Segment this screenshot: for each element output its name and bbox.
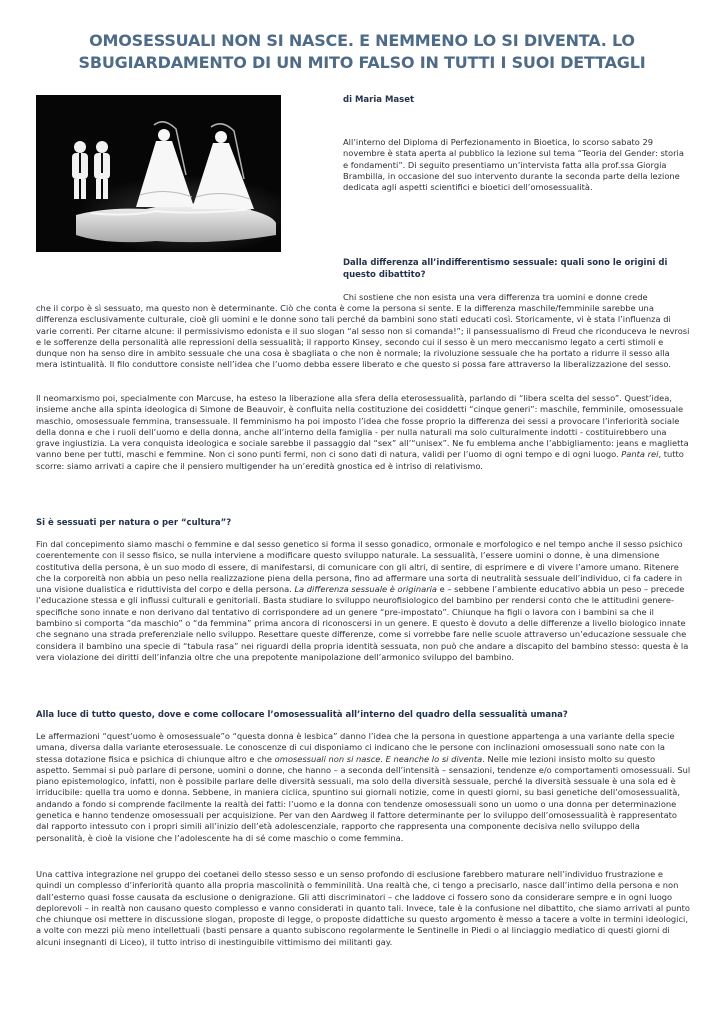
paragraph-4-italic: omosessuali non si nasce. E neanche lo si diventa: [274, 753, 483, 764]
question-heading-3: Alla luce di tutto questo, dove e come collocare l’omosessualità all’interno del quadro della sessualità umana?: [36, 710, 568, 720]
paragraph-4: Le affermazioni “quest’uomo è omosessuale”o “questa donna è lesbica” danno l’idea che la persona in questione appartenga a una variante della specie umana, diversa dalla variante eterosessuale. Le conoscenze di cui disponiamo ci indicano che le persone con inclinazioni omosessuali sono nate con la stessa dotazione fisica e psichica di chiunque altro e che omosessuali non si nasce. E neanche lo si diventa. Nelle mie lezioni insisto molto su questo aspetto. Semmai si può parlare di persone, uomini o donne, che hanno – a seconda dell’intensità – sensazioni, tendenze e/o comportamenti omosessuali. Sul piano epistemologico, infatti, non è possibile parlare delle diversità sessuali, ma solo della diversità sessuale, perché la diversità sessuale è una sola ed è irriducibile: quella tra uomo e donna. Sebbene, in maniera ciclica, spuntino sui giornali notizie, come in questi giorni, su basi genetiche dell’omosessualità, andando a fondo si comprende facilmente la realtà dei fatti: l’uomo e la donna con tendenze omosessuali sono un uomo o una donna per determinazione genetica e hanno tendenze omosessuali per acquisizione. Per van den Aardweg il fattore determinante per lo sviluppo dell’omosessualità è rappresentato dal rapporto intessuto con i propri simili all’inizio dell’età adolescenziale, rapporto che rappresenta una componente decisiva nello sviluppo della personalità, è cioè la visione che l’adolescente ha di sé come maschio o come femmina.: [36, 731, 691, 843]
question-heading-1: Dalla differenza all’indifferentismo sessuale: quali sono le origini di questo dibattito?: [343, 258, 668, 280]
article-title: OMOSESSUALI NON SI NASCE. E NEMMENO LO SI DIVENTA. LO SBUGIARDAMENTO DI UN MITO FALSO IN TUTTI I SUOI DETTAGLI: [78, 31, 646, 72]
photo-illustration: [36, 95, 281, 252]
paragraph-3-italic: La differenza sessuale è originaria: [294, 584, 438, 595]
paragraph-2: Il neomarxismo poi, specialmente con Marcuse, ha esteso la liberazione alla sfera della eterosessualità, parlando di “libera scelta del sesso”. Quest’idea, insieme anche alla spinta ideologica di Simone de Beauvoir, è confluita nella costituzione dei cosiddetti “cinque generi”: maschile, femminile, omosessuale maschio, omosessuale femmina, transessuale. Il femminismo ha poi imposto l’idea che fosse proprio la differenza dei sessi a provocare l’inferiorità sociale della donna e che i ruoli dell’uomo e della donna, anche all’interno della famiglia - per nulla naturali ma solo culturalmente indotti - costituirebbero una grave ingiustizia. La vera conquista ideologica e sociale sarebbe il passaggio dal “sex” all’“unisex”. Ne fu emblema anche l’abbigliamento: jeans e maglietta vanno bene per tutti, maschi e femmine. Non ci sono punti fermi, non ci sono dati di natura, validi per l’uomo di ogni tempo e di ogni luogo. Panta rei, tutto scorre: siamo arrivati a capire che il pensiero multigender ha un’eredità gnostica ed è intriso di relativismo.: [36, 393, 689, 471]
wedding-cake-figurines-photo: [36, 95, 281, 252]
article-author: di Maria Maset: [343, 95, 415, 105]
paragraph-1-lead: Chi sostiene che non esista una vera differenza tra uomini e donne crede: [343, 292, 648, 302]
paragraph-5: Una cattiva integrazione nel gruppo dei coetanei dello stesso sesso e un senso profondo di esclusione farebbero maturare nell’individuo frustrazione e quindi un complesso d’inferiorità quanto alla propria mascolinità o femminilità. Una realtà che, ci tengo a precisarlo, nasce dall’intimo della persona e non dall’esterno quasi fosse causata da esclusione o denigrazione. Gli atti discriminatori – che laddove ci fossero sono da considerare sempre e in ogni luogo deplorevoli – in realtà non causano questo complesso e vanno considerati in quanto tali. Invece, tale è la confusione nel dibattito, che siamo arrivati al punto che chiunque osi mettere in discussione slogan, proposte di legge, o proposte didattiche su questo argomento è messo a tacere a volte in termini ideologici, a volte con mezzi più meno intellettuali (basti pensare a quanto subiscono regolarmente le Sentinelle in Piedi o al linciaggio mediatico di questi giorni di alcuni insegnanti di Liceo), il tutto intriso di inestinguibile vittimismo dei militanti gay.: [36, 869, 690, 947]
question-heading-2: Si è sessuati per natura o per “cultura”?: [36, 518, 232, 528]
paragraph-1: che il corpo è sì sessuato, ma questo non è determinante. Ciò che conta è come la persona si sente. E la differenza maschile/femminile sarebbe una differenza esclusivamente culturale, cioè gli uomini e le donne sono tali perché da bambini sono stati educati così. Storicamente, vi è stata l’influenza di varie correnti. Per citarne alcune: il permissivismo edonista e il suo slogan “al sesso non si comanda!”; il pansessualismo di Freud che riconduceva le nevrosi e le sofferenze della personalità alle repressioni della sessualità; il rapporto Kinsey, secondo cui il sesso è un mero meccanismo legato a certi stimoli e dunque non ha senso dire in ambito sessuale che una cosa è sbagliata o che non è normale; la rivoluzione sessuale che ha portato a ridurre il sesso alla mera istintualità. Il filo conduttore consiste nell’idea che l’uomo debba essere liberato e che questo si possa fare attraverso la liberalizzazione del sesso.: [36, 303, 690, 370]
intro-paragraph: All’interno del Diploma di Perfezionamento in Bioetica, lo scorso sabato 29 novembre è stata aperta al pubblico la lezione sul tema “Teoria del Gender: storia e fondamenti”. Di seguito presentiamo un’intervista fatta alla prof.ssa Giorgia Brambilla, in occasione del suo intervento durante la seconda parte della lezione dedicata agli aspetti scientifici e bioetici dell’omosessualità.: [343, 137, 684, 193]
paragraph-3: Fin dal concepimento siamo maschi o femmine e dal sesso genetico si forma il sesso gonadico, ormonale e morfologico e nel tempo anche il sesso psichico coerentemente con il sesso fisico, se nulla interviene a modificare questo sviluppo naturale. La sessualità, l’essere uomini o donne, è una dimensione costitutiva della persona, è un suo modo di essere, di manifestarsi, di comunicare con gli altri, di sentire, di esprimere e di vivere l’amore umano. Ritenere che la corporeità non abbia un peso nella realizzazione piena della persona, fino ad affermare una sorta di neutralità sessuale dell’individuo, ci fa cadere in una visione dualistica e riduttivista del corpo e della persona. La differenza sessuale è originaria e – sebbene l’ambiente educativo abbia un peso – precede l’educazione stessa e gli influssi culturali e genitoriali. Basta studiare lo sviluppo neurofisiologico del bambino per rendersi conto che le attitudini genere-specifiche sono innate e non derivano dal tentativo di corrispondere ad un genere “pre-impostato”. Chiunque ha figli o lavora con i bambini sa che il bambino si comporta “da maschio” o “da femmina” prima ancora di riconoscersi in un genere. E questo è dovuto a delle differenze a livello biologico innate che segnano una strada preferenziale nello sviluppo. Resettare queste differenze, come si vorrebbe fare nelle scuole attraverso un’educazione sessuale che considera il bambino una specie di “tabula rasa” nei riguardi della propria identità sessuata, non può che andare a discapito del bambino stesso: questa è la vera violazione dei diritti dell’infanzia oltre che una prepotente manipolazione dell’armonico sviluppo del bambino.: [36, 539, 689, 662]
paragraph-2-italic: Panta rei: [621, 449, 659, 460]
